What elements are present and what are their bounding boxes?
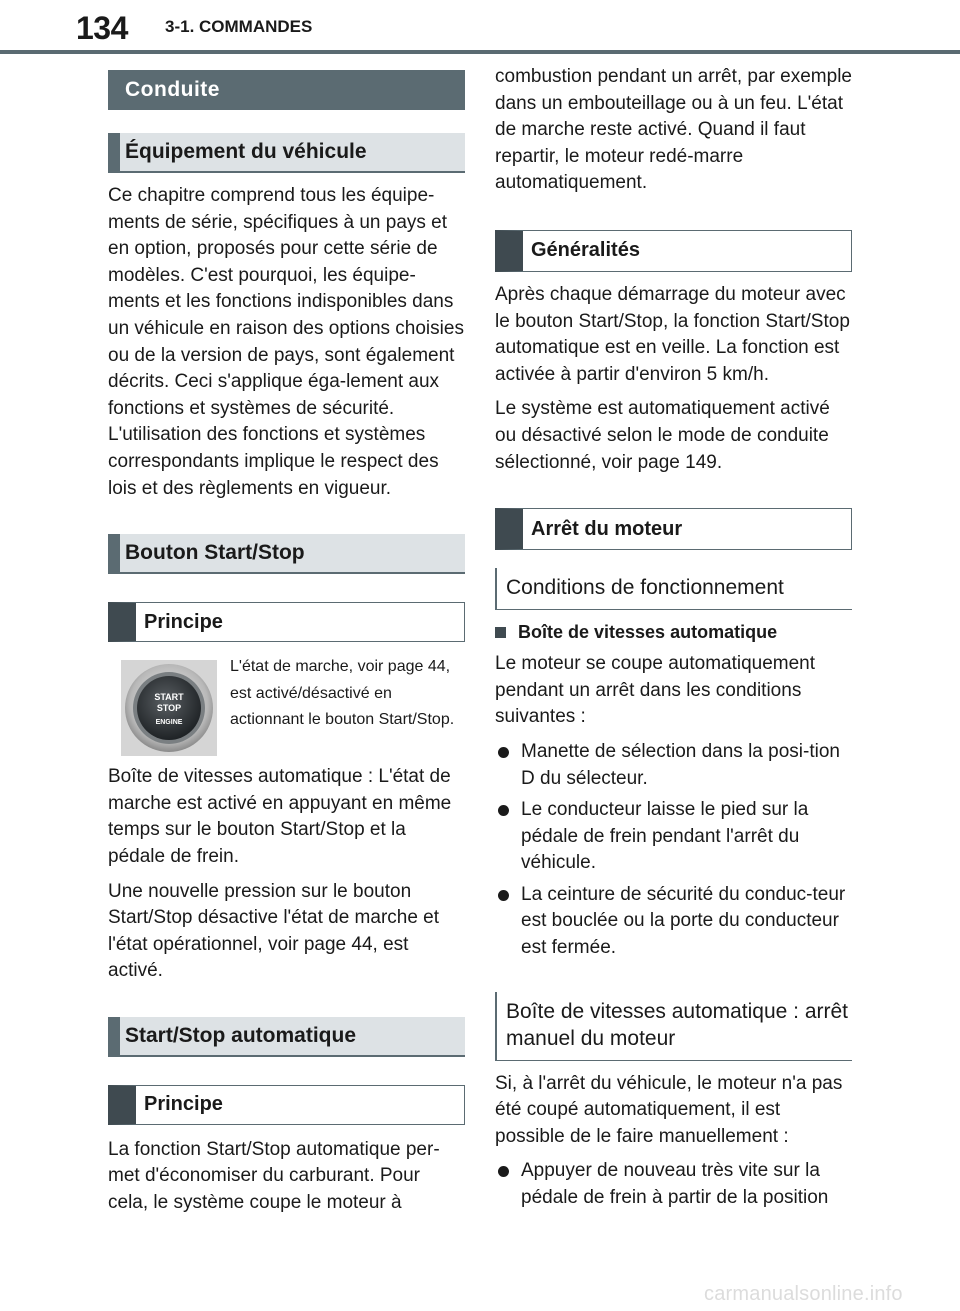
bullet-dot-icon bbox=[498, 1166, 509, 1177]
bullet-dot-icon bbox=[498, 890, 509, 901]
heading-arret-moteur: Arrêt du moteur bbox=[495, 508, 852, 550]
subheading-boite-text: Boîte de vitesses automatique bbox=[518, 622, 778, 643]
bullet-dot-icon bbox=[498, 747, 509, 758]
paragraph-equipement: Ce chapitre comprend tous les équipe-ments de série, spécifiques à un pays et en option, proposés pour cette série de modèles. C'est pourquoi, les équipe-ments et les fonctions indisponibles dans un véhicule en raison des options choisies ou de la version de pays, sont également décrits. Ceci s'applique éga-lement aux fonctions et systèmes de sécurité. L'utilisation des fonctions et systèmes correspondants implique le respect des lois et des règlements en vigueur. bbox=[108, 185, 464, 499]
header-divider bbox=[0, 50, 960, 54]
paragraph-fonction: La fonction Start/Stop automatique per-met d'économiser du carburant. Pour cela, le système coupe le moteur à bbox=[108, 1138, 440, 1214]
heading-start-stop-automatique: Start/Stop automatique bbox=[108, 1017, 465, 1057]
photo-block bbox=[108, 654, 465, 756]
paragraph-apres: Après chaque démarrage du moteur avec le bouton Start/Stop, la fonction Start/Stop automatique est en veille. La fonction est activée à partir d'environ 5 km/h. bbox=[495, 283, 850, 385]
list-item: Le conducteur laisse le pied sur la pédale de frein pendant l'arrêt du véhicule. bbox=[495, 797, 852, 877]
heading-arret-manuel: Boîte de vitesses automatique : arrêt manuel du moteur bbox=[495, 992, 852, 1061]
subheading-boite bbox=[495, 622, 852, 643]
heading-principe-1: Principe bbox=[108, 602, 465, 642]
page-number: 134 bbox=[76, 10, 128, 46]
button-label-start: START bbox=[154, 692, 184, 703]
heading-equipement: Équipement du véhicule bbox=[108, 133, 465, 173]
button-label-stop: STOP bbox=[156, 703, 182, 714]
list-item: Appuyer de nouveau très vite sur la pédale de frein à partir de la position bbox=[495, 1158, 852, 1211]
watermark: carmanualsonline.info bbox=[704, 1283, 903, 1305]
section-title: 3-1. COMMANDES bbox=[165, 17, 313, 36]
conditions-list bbox=[495, 739, 852, 962]
button-label-engine: ENGINE bbox=[155, 719, 183, 727]
right-column bbox=[495, 64, 852, 1212]
heading-conduite: Conduite bbox=[108, 70, 465, 110]
heading-conditions: Conditions de fonctionnement bbox=[495, 568, 852, 610]
left-column bbox=[108, 70, 465, 1217]
photo-caption: L'état de marche, voir page 44, est activé/désactivé en actionnant le bouton Start/Stop. bbox=[230, 658, 455, 729]
start-stop-button-image bbox=[121, 660, 217, 756]
start-stop-button-icon bbox=[121, 660, 217, 756]
list-item: La ceinture de sécurité du conduc-teur est bouclée ou la porte du conducteur est fermée. bbox=[495, 882, 852, 962]
heading-principe-2: Principe bbox=[108, 1085, 465, 1125]
manual-stop-list bbox=[495, 1158, 852, 1211]
heading-generalites: Généralités bbox=[495, 230, 852, 272]
list-item: Manette de sélection dans la posi-tion D du sélecteur. bbox=[495, 739, 852, 792]
paragraph-boite: Boîte de vitesses automatique : L'état de marche est activé en appuyant en même temps sur le bouton Start/Stop et la pédale de frein. bbox=[108, 766, 452, 867]
paragraph-combustion: combustion pendant un arrêt, par exemple dans un embouteillage ou à un feu. L'état de marche reste activé. Quand il faut repartir, le moteur redé-marre automatiquement. bbox=[495, 66, 852, 194]
paragraph-systeme: Le système est automatiquement activé ou désactivé selon le mode de conduite sélectionné, voir page 149. bbox=[495, 398, 830, 473]
square-bullet-icon bbox=[495, 627, 506, 638]
page-header bbox=[0, 0, 960, 52]
bullet-dot-icon bbox=[498, 805, 509, 816]
paragraph-coupe: Le moteur se coupe automatiquement pendant un arrêt dans les conditions suivantes : bbox=[495, 653, 816, 728]
paragraph-nouvelle-pression: Une nouvelle pression sur le bouton Start/Stop désactive l'état de marche et l'état opérationnel, voir page 44, est activé. bbox=[108, 880, 440, 982]
paragraph-si: Si, à l'arrêt du véhicule, le moteur n'a pas été coupé automatiquement, il est possible de le faire manuellement : bbox=[495, 1072, 843, 1147]
heading-bouton-start-stop: Bouton Start/Stop bbox=[108, 534, 465, 574]
